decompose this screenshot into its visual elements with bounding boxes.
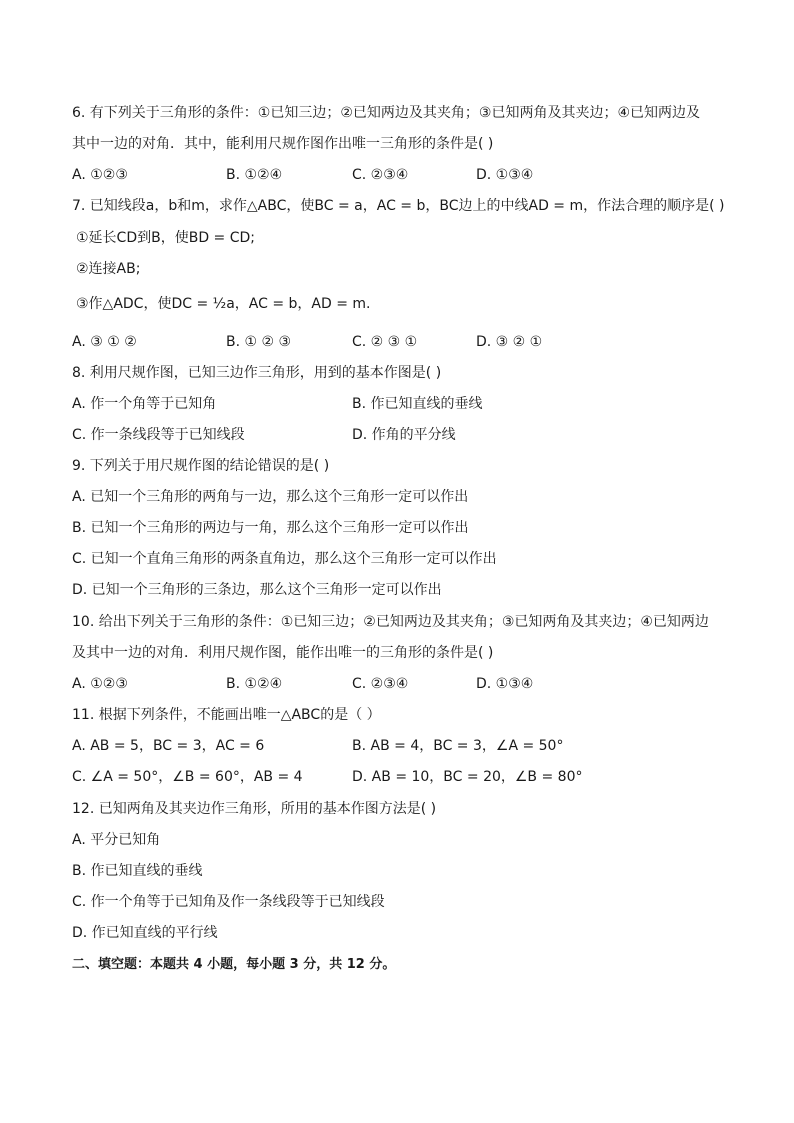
q11-option-b: B. AB = 4，BC = 3，∠A = 50° xyxy=(352,738,564,754)
q10-option-c: C. ②③④ xyxy=(352,676,409,692)
q6-option-b: B. ①②④ xyxy=(226,167,283,183)
q12-option-a: A. 平分已知角 xyxy=(72,832,161,848)
q12-option-d: D. 作已知直线的平行线 xyxy=(72,925,218,941)
q9-option-d: D. 已知一个三角形的三条边，那么这个三角形一定可以作出 xyxy=(72,582,442,598)
q6-option-d: D. ①③④ xyxy=(476,167,534,183)
q8-option-d: D. 作角的平分线 xyxy=(352,427,456,443)
q10-option-d: D. ①③④ xyxy=(476,676,534,692)
q9-option-c: C. 已知一个直角三角形的两条直角边，那么这个三角形一定可以作出 xyxy=(72,551,497,567)
q11-option-d: D. AB = 10，BC = 20，∠B = 80° xyxy=(352,769,583,785)
q11-option-a: A. AB = 5，BC = 3，AC = 6 xyxy=(72,738,265,754)
q7-line1: 7. 已知线段a，b和m，求作△ABC，使BC = a，AC = b，BC边上的中线AD = m，作法合理的顺序是( ) xyxy=(72,198,725,214)
q12-option-c: C. 作一个角等于已知角及作一条线段等于已知线段 xyxy=(72,894,385,910)
q11-line1: 11. 根据下列条件，不能画出唯一△ABC的是（ ） xyxy=(72,707,381,723)
q7-step2: ②连接AB; xyxy=(76,261,141,277)
q6-option-a: A. ①②③ xyxy=(72,167,128,183)
q12-option-b: B. 作已知直线的垂线 xyxy=(72,863,203,879)
q8-option-a: A. 作一个角等于已知角 xyxy=(72,396,217,412)
q6-line2: 其中一边的对角．其中，能利用尺规作图作出唯一三角形的条件是( ) xyxy=(72,136,494,152)
q9-option-a: A. 已知一个三角形的两角与一边，那么这个三角形一定可以作出 xyxy=(72,489,469,505)
q7-option-c: C. ② ③ ① xyxy=(352,334,418,350)
q8-option-b: B. 作已知直线的垂线 xyxy=(352,396,483,412)
q11-option-c: C. ∠A = 50°，∠B = 60°，AB = 4 xyxy=(72,769,303,785)
q7-step3: ③作△ADC，使DC = ½a，AC = b，AD = m. xyxy=(76,296,371,312)
q9-option-b: B. 已知一个三角形的两边与一角，那么这个三角形一定可以作出 xyxy=(72,520,469,536)
q7-step1: ①延长CD到B，使BD = CD; xyxy=(76,230,255,246)
q12-line1: 12. 已知两角及其夹边作三角形，所用的基本作图方法是( ) xyxy=(72,801,437,817)
q7-option-a: A. ③ ① ② xyxy=(72,334,137,350)
q7-option-b: B. ① ② ③ xyxy=(226,334,292,350)
q8-option-c: C. 作一条线段等于已知线段 xyxy=(72,427,245,443)
q6-option-c: C. ②③④ xyxy=(352,167,409,183)
q8-line1: 8. 利用尺规作图，已知三边作三角形，用到的基本作图是( ) xyxy=(72,365,442,381)
q10-line1: 10. 给出下列关于三角形的条件：①已知三边；②已知两边及其夹角；③已知两角及其夹边；④已知两边 xyxy=(72,614,709,630)
q10-option-b: B. ①②④ xyxy=(226,676,283,692)
q10-option-a: A. ①②③ xyxy=(72,676,128,692)
q9-line1: 9. 下列关于用尺规作图的结论错误的是( ) xyxy=(72,458,330,474)
q6-line1: 6. 有下列关于三角形的条件：①已知三边；②已知两边及其夹角；③已知两角及其夹边；④已知两边及 xyxy=(72,105,701,121)
q7-option-d: D. ③ ② ① xyxy=(476,334,543,350)
section-heading-fill-in: 二、填空题：本题共 4 小题，每小题 3 分，共 12 分。 xyxy=(72,957,396,972)
q10-line2: 及其中一边的对角．利用尺规作图，能作出唯一的三角形的条件是( ) xyxy=(72,645,494,661)
